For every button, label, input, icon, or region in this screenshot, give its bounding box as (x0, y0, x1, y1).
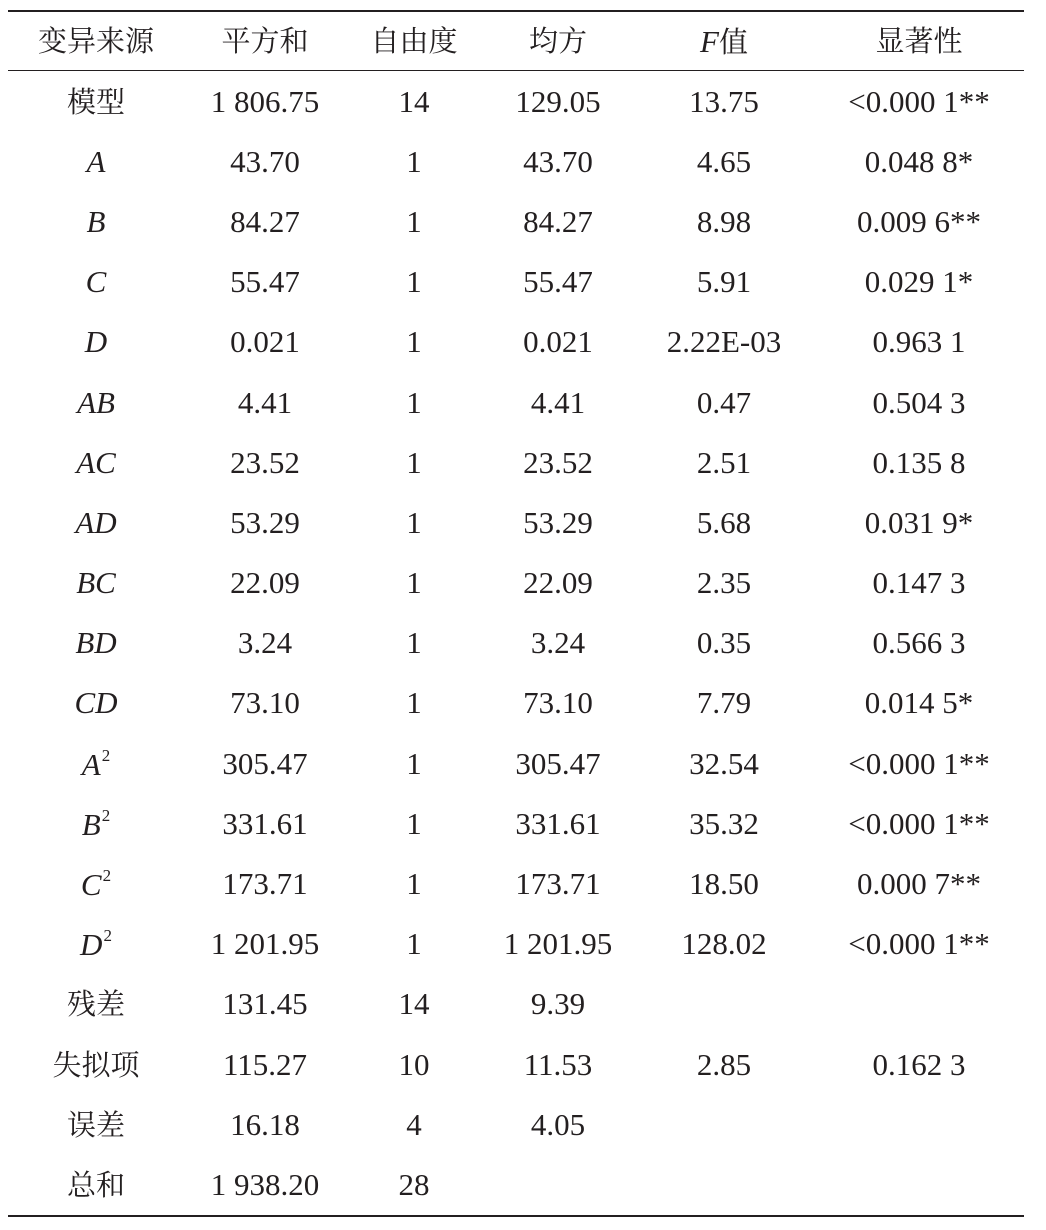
cell-degrees-of-freedom: 14 (398, 986, 430, 1022)
cell-mean-square: 4.05 (530, 1106, 586, 1142)
cell-f-value: 0.35 (696, 625, 752, 661)
cell-source (8, 673, 184, 733)
table-row (8, 1034, 1024, 1094)
source-term: AC (76, 444, 116, 480)
cell-mean-square: 129.05 (515, 83, 601, 119)
cell-mean-square: 3.24 (530, 625, 586, 661)
table-row (8, 492, 1024, 552)
cell-source (8, 372, 184, 432)
cell-degrees-of-freedom: 1 (406, 685, 422, 721)
cell-f-value: 35.32 (689, 805, 759, 841)
cell-source (8, 853, 184, 913)
table-row (8, 733, 1024, 793)
table-row (8, 312, 1024, 372)
cell-degrees-of-freedom: 1 (406, 625, 422, 661)
header-source: 变异来源 (37, 23, 154, 58)
source-exponent: 2 (103, 926, 112, 946)
source-term: B (86, 203, 106, 239)
source-term: D (84, 324, 108, 360)
cell-sum-of-squares: 55.47 (230, 264, 300, 300)
cell-degrees-of-freedom: 1 (406, 926, 422, 962)
source-term: A (81, 746, 101, 782)
source-term: BD (75, 625, 117, 661)
header-f-letter: F (700, 23, 719, 59)
cell-f-value: 5.91 (696, 264, 752, 300)
cell-significance: 0.029 1* (864, 264, 974, 300)
table-row (8, 432, 1024, 492)
cell-significance: 0.162 3 (872, 1046, 966, 1082)
cell-f-value: 0.47 (696, 384, 752, 420)
cell-source (8, 613, 184, 673)
cell-source (8, 793, 184, 853)
cell-f-value: 4.65 (696, 143, 752, 179)
cell-source (8, 131, 184, 191)
header-f-value (634, 11, 814, 71)
source-label (87, 204, 106, 239)
cell-significance: 0.000 7** (857, 866, 981, 902)
source-term: AB (77, 384, 115, 420)
table-row (8, 131, 1024, 191)
cell-source (8, 492, 184, 552)
cell-degrees-of-freedom: 14 (398, 83, 430, 119)
cell-f-value (634, 1154, 814, 1215)
cell-source (8, 914, 184, 974)
source-label (82, 747, 110, 782)
source-term: B (81, 806, 101, 842)
cell-degrees-of-freedom: 28 (398, 1166, 430, 1202)
source-label (82, 807, 110, 842)
cell-degrees-of-freedom: 1 (406, 143, 422, 179)
cell-sum-of-squares: 1 938.20 (210, 1166, 320, 1202)
table-row (8, 673, 1024, 733)
cell-mean-square: 84.27 (523, 203, 593, 239)
table-row (8, 1154, 1024, 1215)
cell-degrees-of-freedom: 10 (398, 1046, 430, 1082)
table-row (8, 71, 1024, 132)
cell-source (8, 1154, 184, 1215)
cell-significance: <0.000 1** (848, 926, 990, 962)
cell-mean-square: 305.47 (515, 745, 601, 781)
cell-significance: <0.000 1** (848, 745, 990, 781)
cell-significance: <0.000 1** (848, 805, 990, 841)
source-label (87, 144, 106, 179)
cell-mean-square: 0.021 (523, 324, 593, 360)
cell-degrees-of-freedom: 4 (406, 1106, 422, 1142)
cell-sum-of-squares: 1 201.95 (210, 926, 320, 962)
cell-degrees-of-freedom: 1 (406, 866, 422, 902)
header-f-suffix: 值 (718, 24, 748, 59)
cell-source (8, 974, 184, 1034)
cell-sum-of-squares: 1 806.75 (210, 83, 320, 119)
source-term: A (86, 143, 106, 179)
source-exponent: 2 (101, 745, 111, 765)
cell-degrees-of-freedom: 1 (406, 324, 422, 360)
table-row (8, 914, 1024, 974)
cell-sum-of-squares: 173.71 (222, 866, 308, 902)
cell-f-value: 13.75 (689, 83, 759, 119)
cell-sum-of-squares: 3.24 (237, 625, 293, 661)
cell-source (8, 71, 184, 132)
source-term: AD (75, 504, 117, 540)
cell-f-value: 8.98 (696, 203, 752, 239)
cell-mean-square: 11.53 (523, 1046, 593, 1082)
cell-mean-square: 9.39 (530, 986, 586, 1022)
cell-mean-square: 73.10 (523, 685, 593, 721)
source-label (80, 927, 112, 962)
cell-significance: 0.031 9* (864, 504, 974, 540)
cell-significance (814, 1154, 1024, 1215)
cell-sum-of-squares: 305.47 (222, 745, 308, 781)
table-row (8, 793, 1024, 853)
cell-sum-of-squares: 23.52 (230, 444, 300, 480)
cell-sum-of-squares: 43.70 (230, 143, 300, 179)
cell-degrees-of-freedom: 1 (406, 264, 422, 300)
cell-sum-of-squares: 331.61 (222, 805, 308, 841)
table-row (8, 191, 1024, 251)
source-label (67, 987, 125, 1021)
cell-source (8, 733, 184, 793)
cell-source (8, 1094, 184, 1154)
anova-table (8, 10, 1024, 1217)
source-label (67, 85, 125, 119)
source-term: 失拟项 (52, 1047, 140, 1082)
cell-mean-square: 1 201.95 (503, 926, 613, 962)
cell-degrees-of-freedom: 1 (406, 384, 422, 420)
cell-source (8, 432, 184, 492)
cell-significance: 0.566 3 (872, 625, 966, 661)
cell-mean-square (482, 1154, 634, 1215)
cell-source (8, 1034, 184, 1094)
cell-significance: 0.147 3 (872, 565, 966, 601)
cell-significance (814, 974, 1024, 1034)
cell-f-value: 32.54 (689, 745, 759, 781)
cell-degrees-of-freedom: 1 (406, 805, 422, 841)
cell-degrees-of-freedom: 1 (406, 444, 422, 480)
cell-mean-square: 4.41 (530, 384, 586, 420)
source-label (75, 625, 116, 660)
cell-significance: 0.135 8 (872, 444, 966, 480)
cell-significance: 0.014 5* (864, 685, 974, 721)
cell-significance: 0.963 1 (872, 324, 966, 360)
source-term: 误差 (66, 1107, 125, 1142)
cell-source (8, 191, 184, 251)
cell-f-value: 2.22E-03 (666, 324, 782, 360)
cell-sum-of-squares: 115.27 (222, 1046, 308, 1082)
source-label (86, 264, 107, 299)
table-row (8, 1094, 1024, 1154)
table-row (8, 853, 1024, 913)
cell-sum-of-squares: 0.021 (230, 324, 300, 360)
table-row (8, 613, 1024, 673)
cell-sum-of-squares: 131.45 (222, 986, 308, 1022)
cell-significance: 0.009 6** (857, 203, 981, 239)
cell-source (8, 252, 184, 312)
source-term: D (80, 927, 103, 963)
cell-source (8, 553, 184, 613)
source-label (76, 565, 116, 600)
table-row (8, 372, 1024, 432)
table-row (8, 252, 1024, 312)
cell-mean-square: 22.09 (523, 565, 593, 601)
cell-sum-of-squares: 4.41 (237, 384, 293, 420)
table-body (8, 71, 1024, 1216)
source-label (52, 1048, 139, 1082)
source-label (81, 867, 111, 902)
cell-sum-of-squares: 84.27 (230, 203, 300, 239)
header-significance: 显著性 (875, 23, 963, 58)
source-label (85, 324, 107, 359)
table-row (8, 553, 1024, 613)
source-term: BC (76, 565, 116, 601)
source-term: C (80, 867, 102, 903)
cell-f-value: 2.85 (696, 1046, 752, 1082)
cell-f-value: 2.51 (696, 444, 752, 480)
source-label (75, 505, 116, 540)
header-row (8, 11, 1024, 71)
cell-mean-square: 331.61 (515, 805, 601, 841)
table-header (8, 11, 1024, 71)
cell-degrees-of-freedom: 1 (406, 504, 422, 540)
cell-mean-square: 55.47 (523, 264, 593, 300)
cell-mean-square: 43.70 (523, 143, 593, 179)
cell-f-value: 128.02 (681, 926, 767, 962)
cell-mean-square: 53.29 (523, 504, 593, 540)
cell-significance (814, 1094, 1024, 1154)
table-row (8, 974, 1024, 1034)
cell-f-value: 18.50 (689, 866, 759, 902)
source-term: CD (74, 685, 118, 721)
cell-f-value (634, 974, 814, 1034)
cell-f-value: 2.35 (696, 565, 752, 601)
cell-f-value (634, 1094, 814, 1154)
source-term: 残差 (66, 987, 125, 1022)
source-exponent: 2 (101, 805, 111, 825)
cell-sum-of-squares: 73.10 (230, 685, 300, 721)
source-label (77, 385, 115, 420)
source-label (67, 1168, 125, 1202)
source-term: C (85, 264, 107, 300)
cell-sum-of-squares: 16.18 (230, 1106, 300, 1142)
header-sum-of-squares: 平方和 (221, 23, 309, 58)
header-mean-square: 均方 (528, 23, 587, 58)
source-term: 总和 (66, 1167, 125, 1202)
cell-source (8, 312, 184, 372)
cell-f-value: 5.68 (696, 504, 752, 540)
cell-significance: <0.000 1** (848, 83, 990, 119)
cell-mean-square: 173.71 (515, 866, 601, 902)
header-degrees-of-freedom: 自由度 (370, 23, 458, 58)
source-term: 模型 (66, 84, 125, 119)
cell-degrees-of-freedom: 1 (406, 745, 422, 781)
cell-sum-of-squares: 53.29 (230, 504, 300, 540)
cell-degrees-of-freedom: 1 (406, 565, 422, 601)
cell-f-value: 7.79 (696, 685, 752, 721)
cell-mean-square: 23.52 (523, 444, 593, 480)
source-label (67, 1108, 125, 1142)
cell-significance: 0.504 3 (872, 384, 966, 420)
cell-degrees-of-freedom: 1 (406, 203, 422, 239)
source-exponent: 2 (102, 866, 112, 886)
source-label (74, 685, 117, 720)
cell-sum-of-squares: 22.09 (230, 565, 300, 601)
source-label (76, 445, 116, 480)
cell-significance: 0.048 8* (864, 143, 974, 179)
